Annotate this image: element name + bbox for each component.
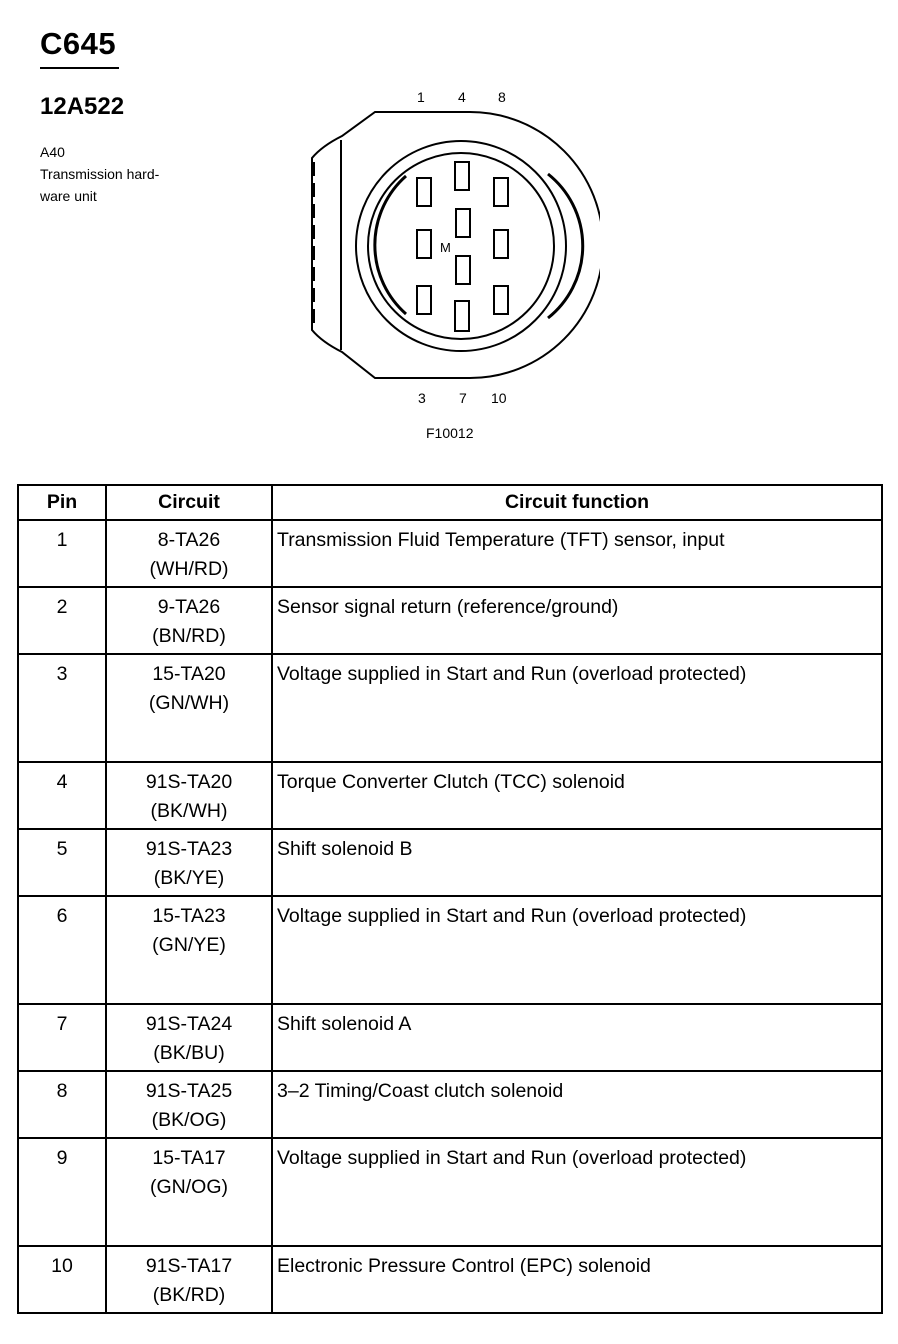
wire-color: (GN/WH) bbox=[148, 692, 230, 714]
pin-cavity-1 bbox=[417, 178, 431, 206]
circuit-number: 15-TA23 bbox=[152, 905, 226, 927]
circuit-function: Voltage supplied in Start and Run (overload protected) bbox=[272, 896, 882, 1004]
circuit-number: 15-TA20 bbox=[152, 663, 226, 685]
circuit-function: Shift solenoid A bbox=[272, 1004, 882, 1071]
circuit-cell bbox=[106, 896, 272, 1004]
header-function: Circuit function bbox=[272, 485, 882, 520]
wire-color: (WH/RD) bbox=[149, 558, 229, 580]
pin-cavity-7 bbox=[455, 301, 469, 331]
pin-cavity-left-middle bbox=[417, 230, 431, 258]
pin-label-bottom-3: 3 bbox=[418, 390, 426, 406]
center-mark: M bbox=[440, 240, 451, 255]
circuit-number: 91S-TA17 bbox=[145, 1255, 233, 1277]
pin-number: 8 bbox=[18, 1071, 106, 1138]
pin-number: 5 bbox=[18, 829, 106, 896]
circuit-function: Sensor signal return (reference/ground) bbox=[272, 587, 882, 654]
circuit-number: 15-TA17 bbox=[152, 1147, 226, 1169]
circuit-function: Shift solenoid B bbox=[272, 829, 882, 896]
pin-cavity-center-lower bbox=[456, 256, 470, 284]
pin-cavity-4 bbox=[455, 162, 469, 190]
circuit-cell bbox=[106, 1138, 272, 1246]
pin-cavity-8 bbox=[494, 178, 508, 206]
circuit-cell bbox=[106, 520, 272, 587]
pin-cavity-10 bbox=[494, 286, 508, 314]
circuit-cell bbox=[106, 1071, 272, 1138]
wire-color: (BK/OG) bbox=[151, 1109, 227, 1131]
component-name-line2: ware unit bbox=[40, 188, 97, 204]
connector-id: C645 bbox=[40, 26, 117, 61]
table-row bbox=[18, 654, 882, 762]
pin-table bbox=[17, 484, 883, 1314]
circuit-function: Transmission Fluid Temperature (TFT) sensor, input bbox=[272, 520, 882, 587]
circuit-number: 9-TA26 bbox=[157, 596, 221, 618]
circuit-cell bbox=[106, 654, 272, 762]
circuit-cell bbox=[106, 762, 272, 829]
table-row bbox=[18, 587, 882, 654]
circuit-function: Electronic Pressure Control (EPC) solenoid bbox=[272, 1246, 882, 1313]
circuit-function: Voltage supplied in Start and Run (overload protected) bbox=[272, 654, 882, 762]
circuit-function: 3–2 Timing/Coast clutch solenoid bbox=[272, 1071, 882, 1138]
part-number: 12A522 bbox=[40, 93, 125, 120]
circuit-cell bbox=[106, 829, 272, 896]
table-row bbox=[18, 896, 882, 1004]
wire-color: (BN/RD) bbox=[152, 625, 226, 647]
table-row bbox=[18, 829, 882, 896]
pin-label-top-1: 1 bbox=[417, 89, 425, 105]
pin-label-bottom-10: 10 bbox=[491, 390, 507, 406]
pin-label-top-8: 8 bbox=[498, 89, 506, 105]
circuit-number: 91S-TA25 bbox=[145, 1080, 233, 1102]
pin-label-bottom-7: 7 bbox=[459, 390, 467, 406]
table-row bbox=[18, 1138, 882, 1246]
table-row bbox=[18, 1071, 882, 1138]
header-pin: Pin bbox=[18, 485, 106, 520]
circuit-cell bbox=[106, 1004, 272, 1071]
wire-color: (BK/YE) bbox=[153, 867, 225, 889]
circuit-function: Torque Converter Clutch (TCC) solenoid bbox=[272, 762, 882, 829]
circuit-cell bbox=[106, 587, 272, 654]
pin-number: 3 bbox=[18, 654, 106, 762]
connector-inner-ring bbox=[368, 153, 554, 339]
pin-number: 10 bbox=[18, 1246, 106, 1313]
left-key-rib bbox=[375, 176, 406, 314]
connector-outer-ring bbox=[356, 141, 566, 351]
pin-cavity-center-upper bbox=[456, 209, 470, 237]
component-code: A40 bbox=[40, 144, 65, 160]
table-row bbox=[18, 1004, 882, 1071]
circuit-number: 91S-TA23 bbox=[145, 838, 233, 860]
figure-code: F10012 bbox=[426, 425, 474, 441]
wire-color: (BK/RD) bbox=[152, 1284, 226, 1306]
circuit-function: Voltage supplied in Start and Run (overload protected) bbox=[272, 1138, 882, 1246]
pin-number: 2 bbox=[18, 587, 106, 654]
header-circuit: Circuit bbox=[106, 485, 272, 520]
wire-color: (GN/YE) bbox=[152, 934, 226, 956]
circuit-number: 91S-TA20 bbox=[145, 771, 233, 793]
pin-number: 6 bbox=[18, 896, 106, 1004]
wire-color: (BK/BU) bbox=[153, 1042, 225, 1064]
pin-label-top-4: 4 bbox=[458, 89, 466, 105]
wire-color: (GN/OG) bbox=[150, 1176, 228, 1198]
component-name-line1: Transmission hard- bbox=[40, 166, 160, 182]
table-row bbox=[18, 520, 882, 587]
pin-cavity-3 bbox=[417, 286, 431, 314]
title-underline bbox=[40, 67, 119, 69]
pin-number: 7 bbox=[18, 1004, 106, 1071]
pin-cavity-right-middle bbox=[494, 230, 508, 258]
pin-number: 4 bbox=[18, 762, 106, 829]
table-row bbox=[18, 1246, 882, 1313]
circuit-number: 8-TA26 bbox=[157, 529, 221, 551]
table-row bbox=[18, 762, 882, 829]
connector-face-diagram bbox=[300, 100, 600, 400]
wire-color: (BK/WH) bbox=[150, 800, 228, 822]
pin-number: 1 bbox=[18, 520, 106, 587]
table-header-row bbox=[18, 485, 882, 520]
circuit-cell bbox=[106, 1246, 272, 1313]
pin-number: 9 bbox=[18, 1138, 106, 1246]
circuit-number: 91S-TA24 bbox=[145, 1013, 233, 1035]
